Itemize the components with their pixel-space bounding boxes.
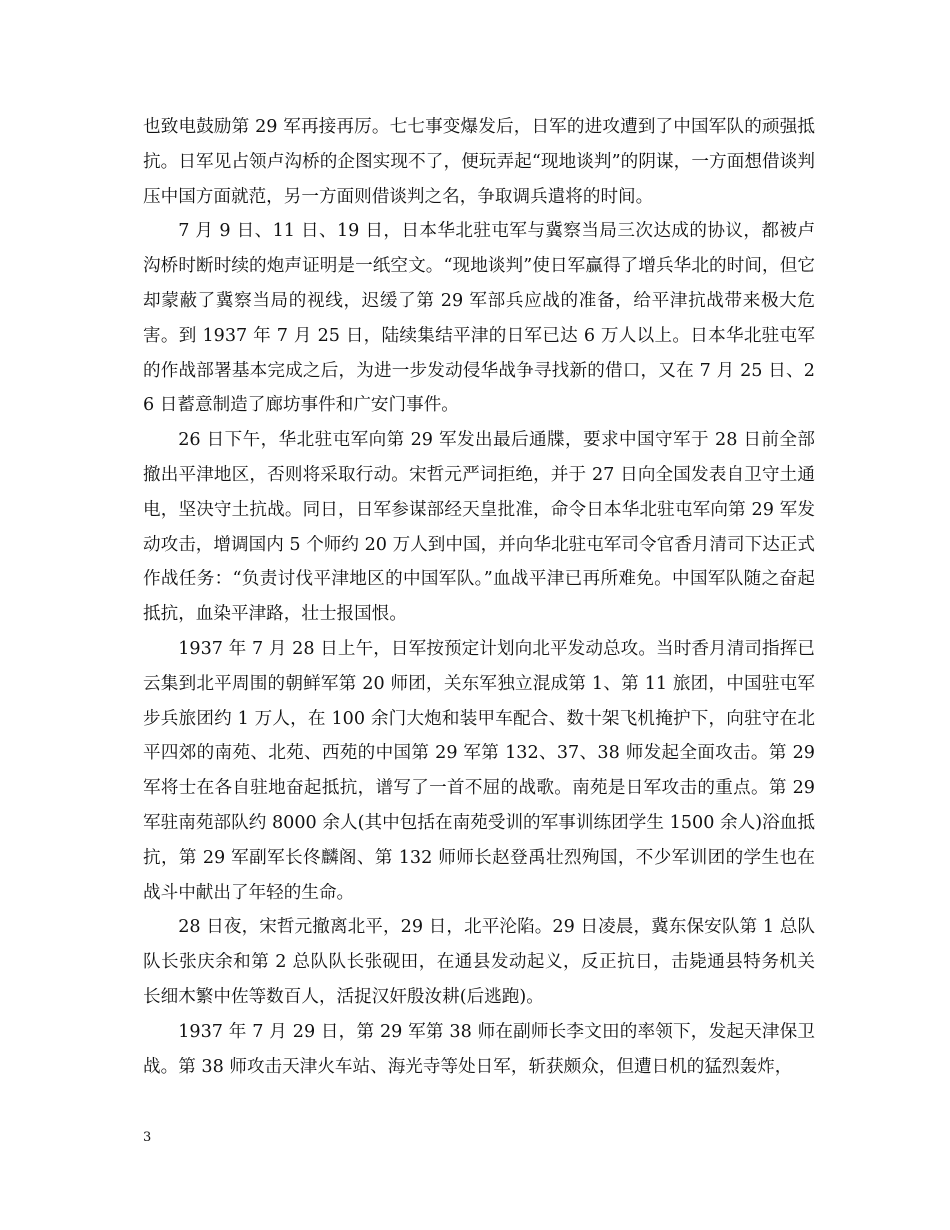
page-number: 3 [143,1130,152,1145]
body-text [143,110,815,1084]
paragraph-1: 也致电鼓励第 29 军再接再厉。七七事变爆发后，日军的进攻遭到了中国军队的顽强抵抗。日军见占领卢沟桥的企图实现不了，便玩弄起“现地谈判”的阴谋，一方面想借谈判压中国方面就范，另一方面则借谈判之名，争取调兵遣将的时间。 [143,117,815,207]
paragraph-5: 28 日夜，宋哲元撤离北平，29 日，北平沦陷。29 日凌晨，冀东保安队第 1 总队队长张庆余和第 2 总队队长张砚田，在通县发动起义，反正抗日，击毙通县特务机关长细木繁中佐等数百人，活捉汉奸殷汝耕(后逃跑)。 [143,917,815,1007]
paragraph-2: 7 月 9 日、11 日、19 日，日本华北驻屯军与冀察当局三次达成的协议，都被卢沟桥时断时续的炮声证明是一纸空文。“现地谈判”使日军赢得了增兵华北的时间，但它却蒙蔽了冀察当局的视线，迟缓了第 29 军部兵应战的准备，给平津抗战带来极大危害。到 1937 年 7 月 25 日，陆续集结平津的日军已达 6 万人以上。日本华北驻屯军的作战部署基本完成之后，为进一步发动侵华战争寻找新的借口，又在 7 月 25 日、26 日蓄意制造了廊坊事件和广安门事件。 [143,221,815,416]
paragraph-6: 1937 年 7 月 29 日，第 29 军第 38 师在副师长李文田的率领下，发起天津保卫战。第 38 师攻击天津火车站、海光寺等处日军，斩获颇众，但遭日机的猛烈轰炸， [143,1021,815,1077]
paragraph-3: 26 日下午，华北驻屯军向第 29 军发出最后通牒，要求中国守军于 28 日前全部撤出平津地区，否则将采取行动。宋哲元严词拒绝，并于 27 日向全国发表自卫守土通电，坚决守土抗战。同日，日军参谋部经天皇批准，命令日本华北驻屯军向第 29 军发动攻击，增调国内 5 个师约 20 万人到中国，并向华北驻屯军司令官香月清司下达正式作战任务：“负责讨伐平津地区的中国军队。”血战平津已再所难免。中国军队随之奋起抵抗，血染平津路，壮士报国恨。 [143,430,815,625]
paragraph-4: 1937 年 7 月 28 日上午，日军按预定计划向北平发动总攻。当时香月清司指挥已云集到北平周围的朝鲜军第 20 师团，关东军独立混成第 1、第 11 旅团，中国驻屯军步兵旅团约 1 万人，在 100 余门大炮和装甲车配合、数十架飞机掩护下，向驻守在北平四郊的南苑、北苑、西苑的中国第 29 军第 132、37、38 师发起全面攻击。第 29 军将士在各自驻地奋起抵抗，谱写了一首不屈的战歌。南苑是日军攻击的重点。第 29 军驻南苑部队约 8000 余人(其中包括在南苑受训的军事训练团学生 1500 余人)浴血抵抗，第 29 军副军长佟麟阁、第 132 师师长赵登禹壮烈殉国，不少军训团的学生也在战斗中献出了年轻的生命。 [143,638,815,903]
